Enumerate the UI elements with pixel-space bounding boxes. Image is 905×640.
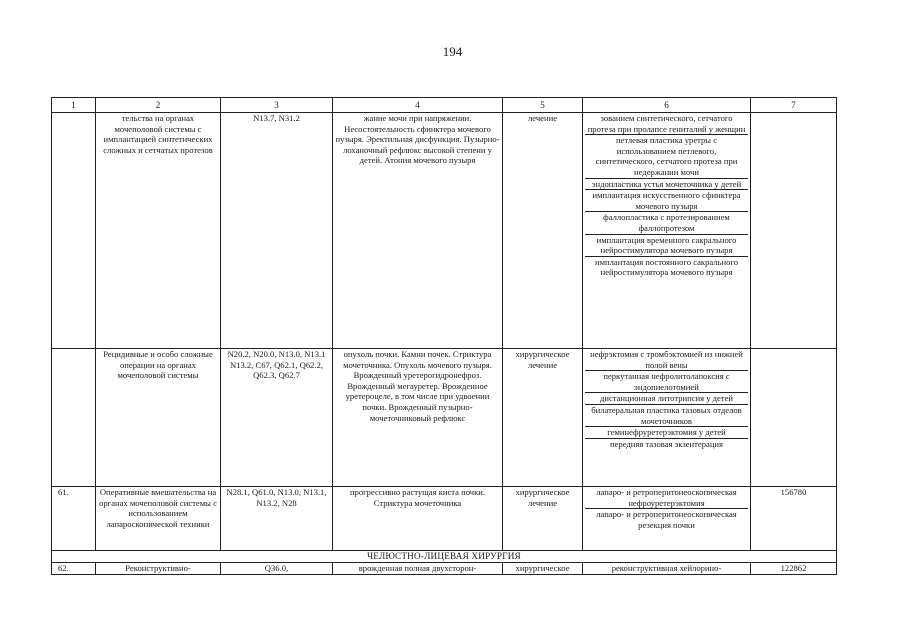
method-item: имплантация искусственного сфинктера мочевого пузыря xyxy=(585,190,748,212)
method-item: лапаро- и ретроперитонеоскопическая нефроуретерэктомия xyxy=(585,487,748,509)
table-row xyxy=(52,487,837,551)
cost xyxy=(751,349,837,487)
treatment-method: реконструктивная хейлорино- xyxy=(583,563,751,575)
diagnosis-codes: Q36.0, xyxy=(221,563,333,575)
method-item: дистанционная литотрипсия у детей xyxy=(585,393,748,405)
treatment-type: хирургическое лечение xyxy=(503,487,583,551)
method-item: имплантация постоянного сакрального нейростимулятора мочевого пузыря xyxy=(594,256,739,278)
method-item: имплантация временного сакрального нейростимулятора мочевого пузыря xyxy=(585,235,748,257)
intervention-name: тельства на органах мочеполовой системы с имплантацией синтетических сложных и сетчатых протезов xyxy=(96,113,221,349)
column-header-4: 4 xyxy=(333,98,503,113)
method-item: лапаро- и ретроперитонеоскопическая резекция почки xyxy=(596,509,737,530)
patient-model: жание мочи при напряжении. Несостоятельность сфинктера мочевого пузыря. Эректильная дисфункция. Пузырно-лоханочный рефлюкс высокой степени у детей. Атония мочевого пузыря xyxy=(333,113,503,349)
table-row xyxy=(52,563,837,575)
patient-model: прогрессивно растущая киста почки. Стриктура мочеточника xyxy=(333,487,503,551)
table-header-row xyxy=(52,98,837,113)
page-number: 194 xyxy=(442,44,463,59)
cost: 122862 xyxy=(751,563,837,575)
patient-model: врожденная полная двухсторон- xyxy=(333,563,503,575)
treatment-methods xyxy=(583,349,751,487)
treatment-methods xyxy=(583,487,751,551)
method-item: эндопластика устья мочеточника у детей xyxy=(585,179,748,191)
treatment-methods xyxy=(583,113,751,349)
table-row xyxy=(52,113,837,349)
row-number: 61. xyxy=(52,487,96,551)
intervention-name: Рецидивные и особо сложные операции на органах мочеполовой системы xyxy=(96,349,221,487)
section-title: ЧЕЛЮСТНО-ЛИЦЕВАЯ ХИРУРГИЯ xyxy=(52,551,837,563)
method-item: петлевая пластика уретры с использованием петлевого, синтетического, сетчатого протеза при недержании мочи xyxy=(585,135,748,178)
method-item: нефрэктомия с тромбэктомией из нижней полой вены xyxy=(585,349,748,371)
column-header-6: 6 xyxy=(583,98,751,113)
method-item: перкутанная нефролитолапоксия с эндопиелотомией xyxy=(585,371,748,393)
intervention-name: Оперативные вмешательства на органах мочеполовой системы с использованием лапароскопической техники xyxy=(96,487,221,551)
row-number: 62. xyxy=(52,563,96,575)
table-row xyxy=(52,349,837,487)
column-header-7: 7 xyxy=(751,98,837,113)
medical-care-table xyxy=(51,97,837,575)
cost xyxy=(751,113,837,349)
patient-model: опухоль почки. Камни почек. Стриктура мочеточника. Опухоль мочевого пузыря. Врожденный уретерогидронефроз. Врожденный мегауретер. Врожденное уретероцеле, в том числе при удвоении почки. Врожденный пузырно-мочеточниковый рефлюкс xyxy=(333,349,503,487)
diagnosis-codes: N13.7, N31.2 xyxy=(221,113,333,349)
method-item: билатеральная пластика тазовых отделов мочеточников xyxy=(585,405,748,427)
treatment-type: хирургическое лечение xyxy=(503,349,583,487)
method-item: геминефруретерэктомия у детей xyxy=(585,427,748,439)
diagnosis-codes: N28.1, Q61.0, N13.0, N13.1, N13.2, N28 xyxy=(221,487,333,551)
column-header-2: 2 xyxy=(96,98,221,113)
method-item: зованием синтетического, сетчатого протеза при пролапсе гениталий у женщин xyxy=(585,113,748,135)
column-header-3: 3 xyxy=(221,98,333,113)
treatment-type: лечение xyxy=(503,113,583,349)
row-number xyxy=(52,113,96,349)
row-number xyxy=(52,349,96,487)
diagnosis-codes: N20.2, N20.0, N13.0, N13.1 N13.2, C67, Q62.1, Q62.2, Q62.3, Q62.7 xyxy=(221,349,333,487)
method-item: фаллопластика с протезированием фаллопротезом xyxy=(585,212,748,234)
cost: 156780 xyxy=(751,487,837,551)
intervention-name: Реконструктивно- xyxy=(96,563,221,575)
treatment-type: хирургическое xyxy=(503,563,583,575)
section-row xyxy=(52,551,837,563)
column-header-5: 5 xyxy=(503,98,583,113)
method-item: передняя тазовая экзентерация xyxy=(609,438,723,449)
column-header-1: 1 xyxy=(52,98,96,113)
